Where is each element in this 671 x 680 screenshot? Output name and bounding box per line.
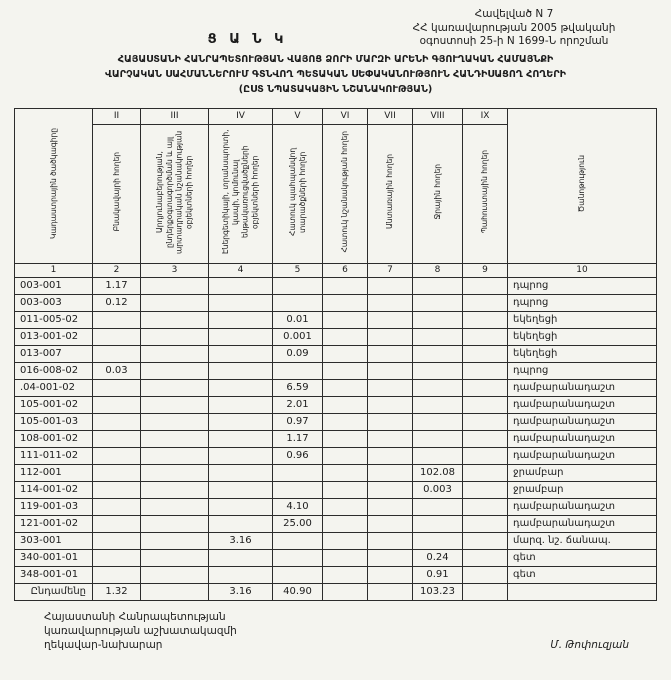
table-row bbox=[15, 379, 657, 396]
total-value bbox=[141, 583, 209, 600]
column-number-9: 9 bbox=[463, 263, 508, 277]
cell-value bbox=[141, 277, 209, 294]
cell-value bbox=[463, 430, 508, 447]
cell-value: 3.16 bbox=[209, 532, 273, 549]
cell-value bbox=[209, 328, 273, 345]
cell-value bbox=[273, 294, 323, 311]
cell-value bbox=[368, 481, 413, 498]
cell-value bbox=[413, 413, 463, 430]
column-header-3 bbox=[141, 124, 209, 263]
cell-value bbox=[141, 566, 209, 583]
column-header-5 bbox=[273, 124, 323, 263]
cell-value: 0.97 bbox=[273, 413, 323, 430]
cell-value: 0.96 bbox=[273, 447, 323, 464]
cell-code: 105-001-02 bbox=[15, 396, 93, 413]
cell-value bbox=[323, 396, 368, 413]
page-title: Ց Ա Ն Կ bbox=[207, 32, 288, 47]
cell-value bbox=[141, 447, 209, 464]
cell-value bbox=[141, 396, 209, 413]
signatory-line-1: Հայաստանի Հանրապետության bbox=[44, 610, 226, 623]
cell-value bbox=[463, 447, 508, 464]
cell-value bbox=[93, 532, 141, 549]
cell-value bbox=[93, 379, 141, 396]
column-number-4: 4 bbox=[209, 263, 273, 277]
roman-numeral-iii: III bbox=[141, 108, 209, 124]
cell-value bbox=[273, 362, 323, 379]
cell-value bbox=[413, 277, 463, 294]
cell-value bbox=[323, 549, 368, 566]
cell-value bbox=[209, 464, 273, 481]
cell-value bbox=[93, 481, 141, 498]
column-header-code bbox=[15, 108, 93, 263]
column-header-4 bbox=[209, 124, 273, 263]
appendix-line-1: Հավելված N 7 bbox=[474, 8, 554, 20]
column-header-7-label: Անտառային հողեր bbox=[385, 154, 395, 230]
cell-note: եկեղեցի bbox=[508, 328, 657, 345]
column-number-7: 7 bbox=[368, 263, 413, 277]
cell-note: դամբարանադաշտ bbox=[508, 447, 657, 464]
cell-value bbox=[141, 328, 209, 345]
cell-note: ջրամբար bbox=[508, 481, 657, 498]
cell-value bbox=[413, 515, 463, 532]
cell-value bbox=[323, 498, 368, 515]
column-number-5: 5 bbox=[273, 263, 323, 277]
cell-value bbox=[141, 413, 209, 430]
roman-numeral-vii: VII bbox=[368, 108, 413, 124]
cell-value bbox=[323, 311, 368, 328]
cell-value bbox=[323, 430, 368, 447]
cell-value bbox=[413, 379, 463, 396]
cell-value: 0.24 bbox=[413, 549, 463, 566]
land-parcels-table bbox=[14, 108, 657, 601]
cell-note: մարզ. նշ. ճանապ. bbox=[508, 532, 657, 549]
appendix-line-3: օգոստոսի 25-ի N 1699-Ն որոշման bbox=[419, 35, 609, 48]
cell-value bbox=[93, 396, 141, 413]
cell-value bbox=[273, 481, 323, 498]
cell-value: 0.03 bbox=[93, 362, 141, 379]
cell-value bbox=[463, 294, 508, 311]
cell-value bbox=[463, 498, 508, 515]
cell-value bbox=[323, 481, 368, 498]
cell-value bbox=[93, 345, 141, 362]
cell-value bbox=[463, 362, 508, 379]
column-number-10: 10 bbox=[508, 263, 657, 277]
subtitle-line-1: ՀԱՅԱՍՏԱՆԻ ՀԱՆՐԱՊԵՏՈՒԹՅԱՆ ՎԱՅՈՑ ՁՈՐԻ ՄԱՐԶԻ ԱՐԵՆԻ ԳՅՈՒՂԱԿԱՆ ՀԱՄԱՅՆՔԻ bbox=[117, 54, 554, 65]
cell-value bbox=[413, 328, 463, 345]
cell-value bbox=[209, 430, 273, 447]
cell-value bbox=[368, 277, 413, 294]
cell-value bbox=[141, 294, 209, 311]
column-header-6 bbox=[323, 124, 368, 263]
cell-value: 6.59 bbox=[273, 379, 323, 396]
table-row bbox=[15, 532, 657, 549]
cell-value bbox=[209, 413, 273, 430]
cell-value bbox=[209, 345, 273, 362]
cell-note: դամբարանադաշտ bbox=[508, 498, 657, 515]
column-number-3: 3 bbox=[141, 263, 209, 277]
table-row bbox=[15, 413, 657, 430]
cell-code: 108-001-02 bbox=[15, 430, 93, 447]
column-number-6: 6 bbox=[323, 263, 368, 277]
column-header-2 bbox=[93, 124, 141, 263]
cell-code: 340-001-01 bbox=[15, 549, 93, 566]
cell-value bbox=[413, 396, 463, 413]
cell-value: 0.003 bbox=[413, 481, 463, 498]
cell-value bbox=[323, 379, 368, 396]
cell-note: դամբարանադաշտ bbox=[508, 396, 657, 413]
cell-value bbox=[209, 566, 273, 583]
cell-value bbox=[209, 498, 273, 515]
cell-value bbox=[368, 294, 413, 311]
cell-value bbox=[93, 413, 141, 430]
cell-value: 0.001 bbox=[273, 328, 323, 345]
cell-value bbox=[463, 396, 508, 413]
total-label: Ընդամենը bbox=[15, 583, 93, 600]
cell-value bbox=[368, 566, 413, 583]
cell-value bbox=[93, 549, 141, 566]
cell-note: եկեղեցի bbox=[508, 311, 657, 328]
cell-note: ջրամբար bbox=[508, 464, 657, 481]
cell-value bbox=[463, 532, 508, 549]
table-row bbox=[15, 430, 657, 447]
signatory-line-2: կառավարության աշխատակազմի bbox=[44, 624, 237, 637]
cell-code: 003-003 bbox=[15, 294, 93, 311]
cell-value bbox=[141, 532, 209, 549]
cell-note: դպրոց bbox=[508, 277, 657, 294]
cell-value bbox=[323, 447, 368, 464]
column-header-9-label: Պահուստային հողեր bbox=[480, 150, 490, 234]
cell-value bbox=[141, 430, 209, 447]
cell-code: 003-001 bbox=[15, 277, 93, 294]
cell-value bbox=[463, 413, 508, 430]
cell-code: 114-001-02 bbox=[15, 481, 93, 498]
cell-code: 016-008-02 bbox=[15, 362, 93, 379]
cell-value bbox=[141, 311, 209, 328]
cell-value bbox=[463, 566, 508, 583]
cell-value: 25.00 bbox=[273, 515, 323, 532]
column-header-2-label: Բնակավայրի հողեր bbox=[111, 151, 121, 232]
cell-value bbox=[413, 362, 463, 379]
cell-value bbox=[93, 498, 141, 515]
cell-value bbox=[463, 481, 508, 498]
cell-value bbox=[413, 532, 463, 549]
cell-value bbox=[209, 447, 273, 464]
cell-code: 013-007 bbox=[15, 345, 93, 362]
cell-note: դամբարանադաշտ bbox=[508, 515, 657, 532]
cell-value bbox=[368, 532, 413, 549]
cell-value bbox=[141, 515, 209, 532]
cell-value bbox=[463, 515, 508, 532]
table-row bbox=[15, 328, 657, 345]
cell-value bbox=[141, 464, 209, 481]
cell-value bbox=[463, 464, 508, 481]
cell-value: 2.01 bbox=[273, 396, 323, 413]
cell-value bbox=[368, 464, 413, 481]
roman-numeral-ii: II bbox=[93, 108, 141, 124]
cell-note: դամբարանադաշտ bbox=[508, 430, 657, 447]
cell-value bbox=[93, 566, 141, 583]
cell-value: 1.17 bbox=[93, 277, 141, 294]
cell-value bbox=[273, 549, 323, 566]
cell-value bbox=[141, 345, 209, 362]
cell-code: 119-001-03 bbox=[15, 498, 93, 515]
cell-code: 111-011-02 bbox=[15, 447, 93, 464]
table-row bbox=[15, 549, 657, 566]
cell-value bbox=[141, 362, 209, 379]
cell-code: 013-001-02 bbox=[15, 328, 93, 345]
total-value: 40.90 bbox=[273, 583, 323, 600]
signatory-title bbox=[44, 610, 237, 653]
cell-code: 011-005-02 bbox=[15, 311, 93, 328]
column-header-note-label: Ծանոթություն bbox=[577, 154, 587, 213]
cell-code: 303-001 bbox=[15, 532, 93, 549]
cell-note: դամբարանադաշտ bbox=[508, 379, 657, 396]
cell-value bbox=[209, 311, 273, 328]
cell-value bbox=[413, 345, 463, 362]
table-row bbox=[15, 481, 657, 498]
signatory-line-3: ղեկավար-նախարար bbox=[44, 638, 163, 651]
cell-value bbox=[368, 379, 413, 396]
cell-value bbox=[368, 413, 413, 430]
cell-value bbox=[141, 379, 209, 396]
cell-note: դպրոց bbox=[508, 362, 657, 379]
cell-value bbox=[93, 515, 141, 532]
cell-value bbox=[463, 379, 508, 396]
cell-value bbox=[209, 481, 273, 498]
cell-value bbox=[323, 515, 368, 532]
total-value: 1.32 bbox=[93, 583, 141, 600]
table-row bbox=[15, 447, 657, 464]
total-row bbox=[15, 583, 657, 600]
cell-value bbox=[93, 430, 141, 447]
roman-numeral-row bbox=[15, 108, 657, 124]
roman-numeral-iv: IV bbox=[209, 108, 273, 124]
cell-value bbox=[368, 515, 413, 532]
column-header-code-label: Կադաստրային ծածկագիրը bbox=[48, 128, 58, 240]
cell-value: 4.10 bbox=[273, 498, 323, 515]
cell-value bbox=[368, 447, 413, 464]
cell-note: եկեղեցի bbox=[508, 345, 657, 362]
cell-value bbox=[463, 549, 508, 566]
cell-value bbox=[368, 345, 413, 362]
cell-value bbox=[93, 311, 141, 328]
table-row bbox=[15, 515, 657, 532]
cell-value bbox=[323, 294, 368, 311]
cell-value bbox=[323, 277, 368, 294]
cell-value bbox=[141, 549, 209, 566]
table-row bbox=[15, 277, 657, 294]
total-note bbox=[508, 583, 657, 600]
cell-code: 105-001-03 bbox=[15, 413, 93, 430]
table-row bbox=[15, 464, 657, 481]
cell-value bbox=[273, 532, 323, 549]
roman-numeral-vi: VI bbox=[323, 108, 368, 124]
cell-value bbox=[323, 566, 368, 583]
cell-value bbox=[273, 277, 323, 294]
cell-value bbox=[141, 481, 209, 498]
cell-value bbox=[323, 345, 368, 362]
table-row bbox=[15, 294, 657, 311]
cell-value bbox=[368, 498, 413, 515]
table-row bbox=[15, 362, 657, 379]
cell-code: 121-001-02 bbox=[15, 515, 93, 532]
cell-value bbox=[323, 464, 368, 481]
cell-value bbox=[463, 311, 508, 328]
cell-value bbox=[209, 396, 273, 413]
column-header-8 bbox=[413, 124, 463, 263]
table-footer bbox=[15, 583, 657, 600]
cell-value bbox=[209, 515, 273, 532]
cell-value bbox=[273, 566, 323, 583]
column-header-8-label: Ջրային հողեր bbox=[432, 163, 442, 220]
cell-value bbox=[368, 311, 413, 328]
column-header-9 bbox=[463, 124, 508, 263]
table-row bbox=[15, 498, 657, 515]
cell-value bbox=[413, 294, 463, 311]
cell-value bbox=[413, 311, 463, 328]
cell-value bbox=[93, 447, 141, 464]
cell-value bbox=[413, 498, 463, 515]
cell-value bbox=[323, 362, 368, 379]
cell-code: .04-001-02 bbox=[15, 379, 93, 396]
roman-numeral-ix: IX bbox=[463, 108, 508, 124]
cell-value bbox=[463, 277, 508, 294]
cell-value bbox=[209, 362, 273, 379]
table-body bbox=[15, 277, 657, 583]
cell-note: գետ bbox=[508, 549, 657, 566]
cell-value bbox=[463, 328, 508, 345]
column-number-8: 8 bbox=[413, 263, 463, 277]
cell-value bbox=[209, 277, 273, 294]
cell-value bbox=[93, 328, 141, 345]
total-value bbox=[323, 583, 368, 600]
column-header-7 bbox=[368, 124, 413, 263]
cell-value bbox=[323, 413, 368, 430]
cell-note: գետ bbox=[508, 566, 657, 583]
total-value: 103.23 bbox=[413, 583, 463, 600]
signature-block bbox=[0, 601, 671, 653]
cell-value bbox=[209, 549, 273, 566]
column-header-5-label: Հատուկ պահպանվող տարածքների հողեր bbox=[287, 147, 307, 236]
cell-value: 1.17 bbox=[273, 430, 323, 447]
column-number-row bbox=[15, 263, 657, 277]
roman-numeral-viii: VIII bbox=[413, 108, 463, 124]
cell-note: դպրոց bbox=[508, 294, 657, 311]
cell-value bbox=[368, 328, 413, 345]
column-number-2: 2 bbox=[93, 263, 141, 277]
column-header-3-label: Արդյունաբերության, ընդերքօգտագործման և այլ արտադրական նշանակության օբյեկտների հողեր bbox=[155, 130, 194, 254]
table-row bbox=[15, 345, 657, 362]
cell-value bbox=[413, 447, 463, 464]
cell-note: դամբարանադաշտ bbox=[508, 413, 657, 430]
cell-code: 348-001-01 bbox=[15, 566, 93, 583]
total-value bbox=[463, 583, 508, 600]
table-row bbox=[15, 311, 657, 328]
cell-value bbox=[209, 379, 273, 396]
cell-value: 0.12 bbox=[93, 294, 141, 311]
subtitle-line-2: ՎԱՐՉԱԿԱՆ ՍԱՀՄԱՆՆԵՐՈՒՄ ԳՏՆՎՈՂ ՊԵՏԱԿԱՆ ՍԵՓԱԿԱՆՈՒԹՅՈՒՆ ՀԱՆԴԻՍԱՑՈՂ ՀՈՂԵՐԻ bbox=[105, 68, 566, 80]
cell-value bbox=[368, 362, 413, 379]
cell-value bbox=[273, 464, 323, 481]
column-number-1: 1 bbox=[15, 263, 93, 277]
total-value: 3.16 bbox=[209, 583, 273, 600]
appendix-line-2: ՀՀ կառավարության 2005 թվականի bbox=[412, 21, 616, 34]
table-row bbox=[15, 566, 657, 583]
cell-code: 112-001 bbox=[15, 464, 93, 481]
total-value bbox=[368, 583, 413, 600]
table-header bbox=[15, 108, 657, 277]
cell-value bbox=[413, 430, 463, 447]
cell-value bbox=[93, 464, 141, 481]
cell-value bbox=[368, 396, 413, 413]
column-header-4-label: Էներգետիկայի, տրանսպորտի, կապի, կոմունալ ենթակառուցվածքների օբյեկտների հողեր bbox=[221, 129, 260, 254]
cell-value bbox=[141, 498, 209, 515]
cell-value: 102.08 bbox=[413, 464, 463, 481]
cell-value bbox=[368, 549, 413, 566]
cell-value: 0.01 bbox=[273, 311, 323, 328]
cell-value: 0.09 bbox=[273, 345, 323, 362]
signature-name: Մ. Թոփուզյան bbox=[550, 639, 629, 652]
cell-value: 0.91 bbox=[413, 566, 463, 583]
subtitle-line-3: (ԸՍՏ ՆՊԱՏԱԿԱՅԻՆ ՆՇԱՆԱԿՈՒԹՅԱՆ) bbox=[238, 83, 433, 95]
column-header-6-label: Հատուկ նշանակության հողեր bbox=[340, 130, 350, 253]
cell-value bbox=[368, 430, 413, 447]
roman-numeral-v: V bbox=[273, 108, 323, 124]
cell-value bbox=[209, 294, 273, 311]
column-header-note bbox=[508, 108, 657, 263]
cell-value bbox=[323, 532, 368, 549]
table-row bbox=[15, 396, 657, 413]
cell-value bbox=[323, 328, 368, 345]
cell-value bbox=[463, 345, 508, 362]
